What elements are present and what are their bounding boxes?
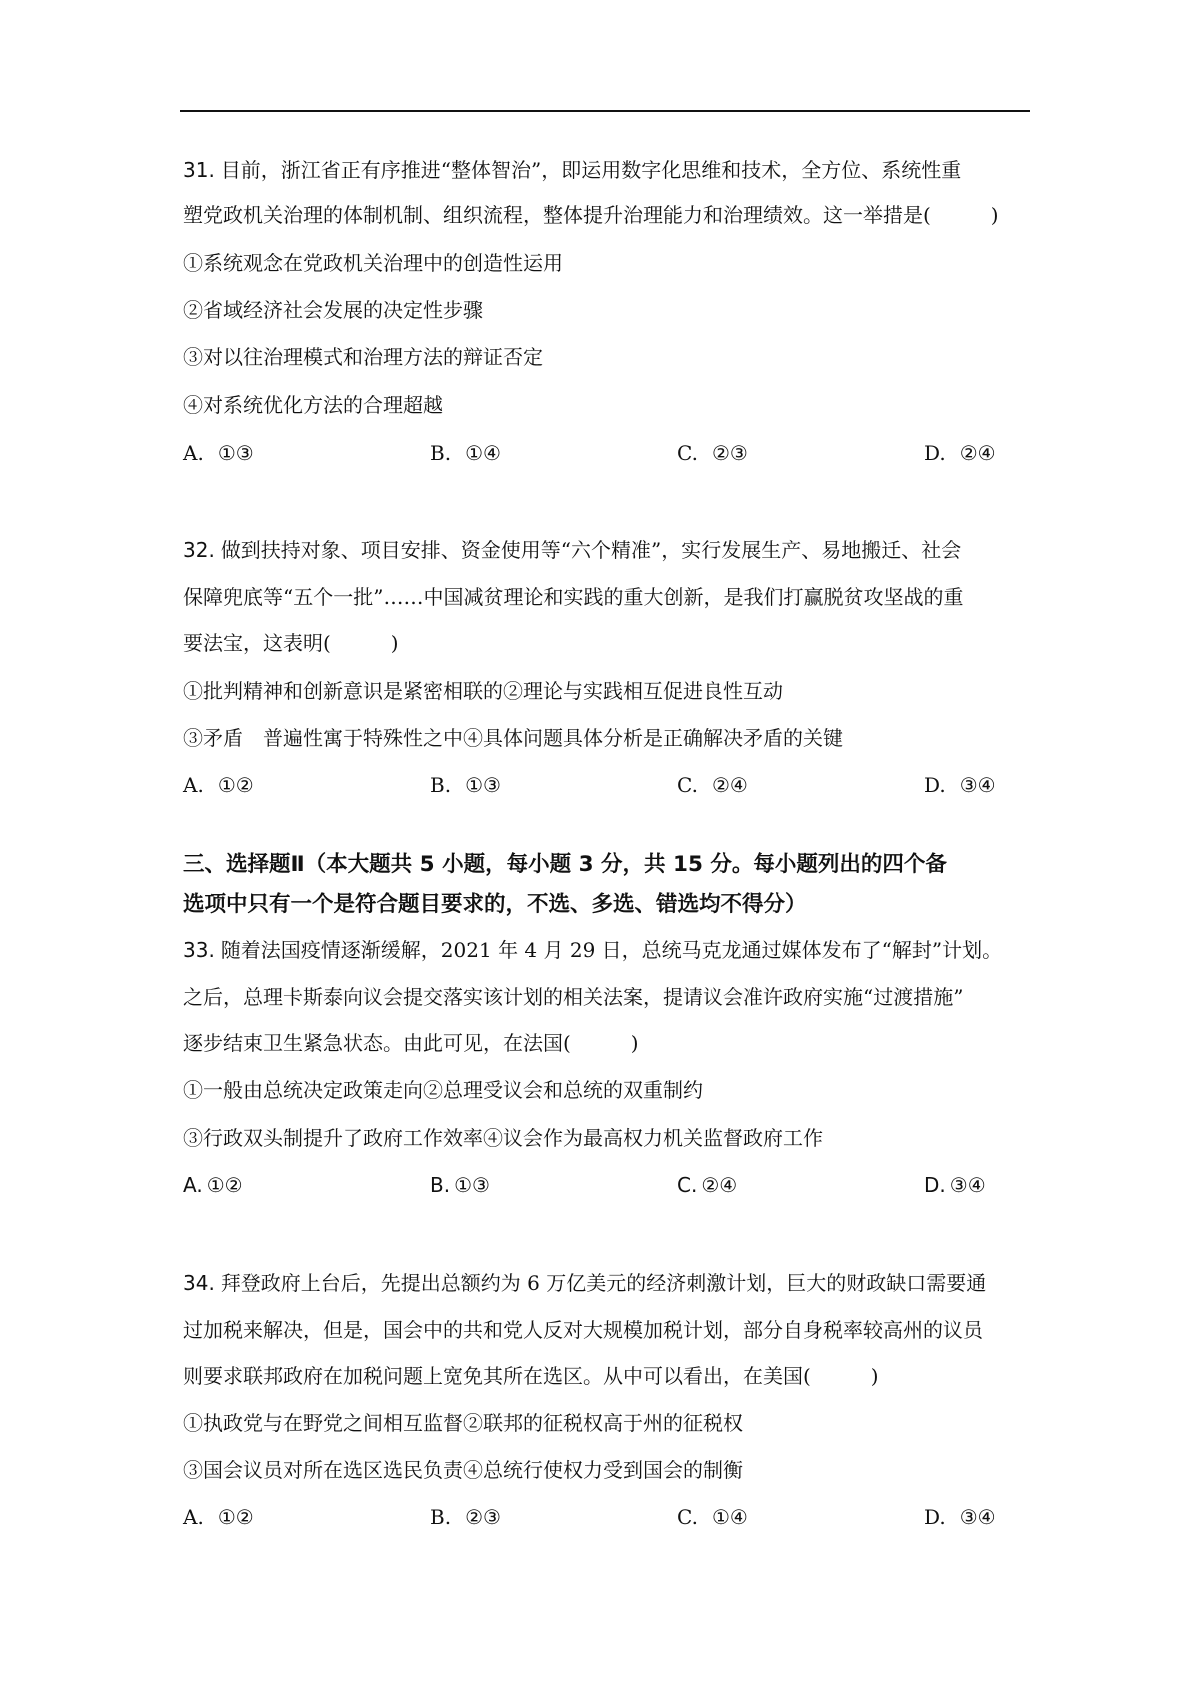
option-a[interactable]: A. ①②: [183, 1505, 254, 1529]
question-number: 32.: [183, 538, 215, 562]
question-stem-line: 则要求联邦政府在加税问题上宽免其所在选区。从中可以看出，在美国( ): [183, 1364, 879, 1388]
option-c[interactable]: C. ②③: [677, 441, 748, 465]
option-c[interactable]: C. ②④: [677, 1173, 738, 1197]
question-stem-line: 保障兜底等“五个一批”……中国减贫理论和实践的重大创新，是我们打赢脱贫攻坚战的重: [183, 585, 964, 609]
statement: ①一般由总统决定政策走向②总理受议会和总统的双重制约: [183, 1078, 703, 1102]
option-a[interactable]: A. ①③: [183, 441, 254, 465]
section-heading-line: 选项中只有一个是符合题目要求的，不选、多选、错选均不得分）: [183, 892, 807, 917]
option-c[interactable]: C. ②④: [677, 773, 748, 797]
statement: ①批判精神和创新意识是紧密相联的②理论与实践相互促进良性互动: [183, 679, 783, 703]
option-b[interactable]: B. ①③: [430, 773, 501, 797]
answer-options: [183, 770, 1033, 800]
section-heading-line: 三、选择题Ⅱ（本大题共 5 小题，每小题 3 分，共 15 分。每小题列出的四个备: [183, 852, 947, 877]
statement: ②省域经济社会发展的决定性步骤: [183, 298, 483, 322]
question-stem-line: 33. 随着法国疫情逐渐缓解，2021 年 4 月 29 日，总统马克龙通过媒体发布了“解封”计划。: [183, 938, 1003, 962]
header-rule: [180, 110, 1030, 112]
question-number: 33.: [183, 938, 215, 962]
question-stem-line: 过加税来解决，但是，国会中的共和党人反对大规模加税计划，部分自身税率较高州的议员: [183, 1318, 983, 1342]
statement: ①执政党与在野党之间相互监督②联邦的征税权高于州的征税权: [183, 1411, 743, 1435]
answer-options: [183, 1502, 1033, 1532]
answer-options: [183, 438, 1033, 468]
question-number: 34.: [183, 1271, 215, 1295]
option-b[interactable]: B. ②③: [430, 1505, 501, 1529]
option-a[interactable]: A. ①②: [183, 1173, 243, 1197]
question-stem-line: 31. 目前，浙江省正有序推进“整体智治”，即运用数字化思维和技术，全方位、系统性重: [183, 158, 962, 182]
statement: ③对以往治理模式和治理方法的辩证否定: [183, 345, 543, 369]
statement: ③行政双头制提升了政府工作效率④议会作为最高权力机关监督政府工作: [183, 1126, 823, 1150]
option-a[interactable]: A. ①②: [183, 773, 254, 797]
statement: ①系统观念在党政机关治理中的创造性运用: [183, 251, 563, 275]
option-b[interactable]: B. ①④: [430, 441, 501, 465]
question-stem-line: 逐步结束卫生紧急状态。由此可见，在法国( ): [183, 1031, 639, 1055]
question-stem-line: 之后，总理卡斯泰向议会提交落实该计划的相关法案，提请议会准许政府实施“过渡措施”: [183, 985, 964, 1009]
option-c[interactable]: C. ①④: [677, 1505, 748, 1529]
option-d[interactable]: D. ③④: [924, 773, 996, 797]
option-d[interactable]: D. ②④: [924, 441, 996, 465]
statement: ④对系统优化方法的合理超越: [183, 393, 443, 417]
question-number: 31.: [183, 158, 215, 182]
question-stem-line: 塑党政机关治理的体制机制、组织流程，整体提升治理能力和治理绩效。这一举措是( ): [183, 203, 999, 227]
option-d[interactable]: D. ③④: [924, 1505, 996, 1529]
statement: ③国会议员对所在选区选民负责④总统行使权力受到国会的制衡: [183, 1458, 743, 1482]
answer-options: [183, 1170, 1033, 1200]
question-stem-line: 32. 做到扶持对象、项目安排、资金使用等“六个精准”，实行发展生产、易地搬迁、社会: [183, 538, 962, 562]
option-d[interactable]: D. ③④: [924, 1173, 986, 1197]
question-stem-line: 34. 拜登政府上台后，先提出总额约为 6 万亿美元的经济刺激计划，巨大的财政缺口需要通: [183, 1271, 987, 1295]
statement: ③矛盾 普遍性寓于特殊性之中④具体问题具体分析是正确解决矛盾的关键: [183, 726, 843, 750]
option-b[interactable]: B. ①③: [430, 1173, 490, 1197]
question-stem-line: 要法宝，这表明( ): [183, 631, 399, 655]
